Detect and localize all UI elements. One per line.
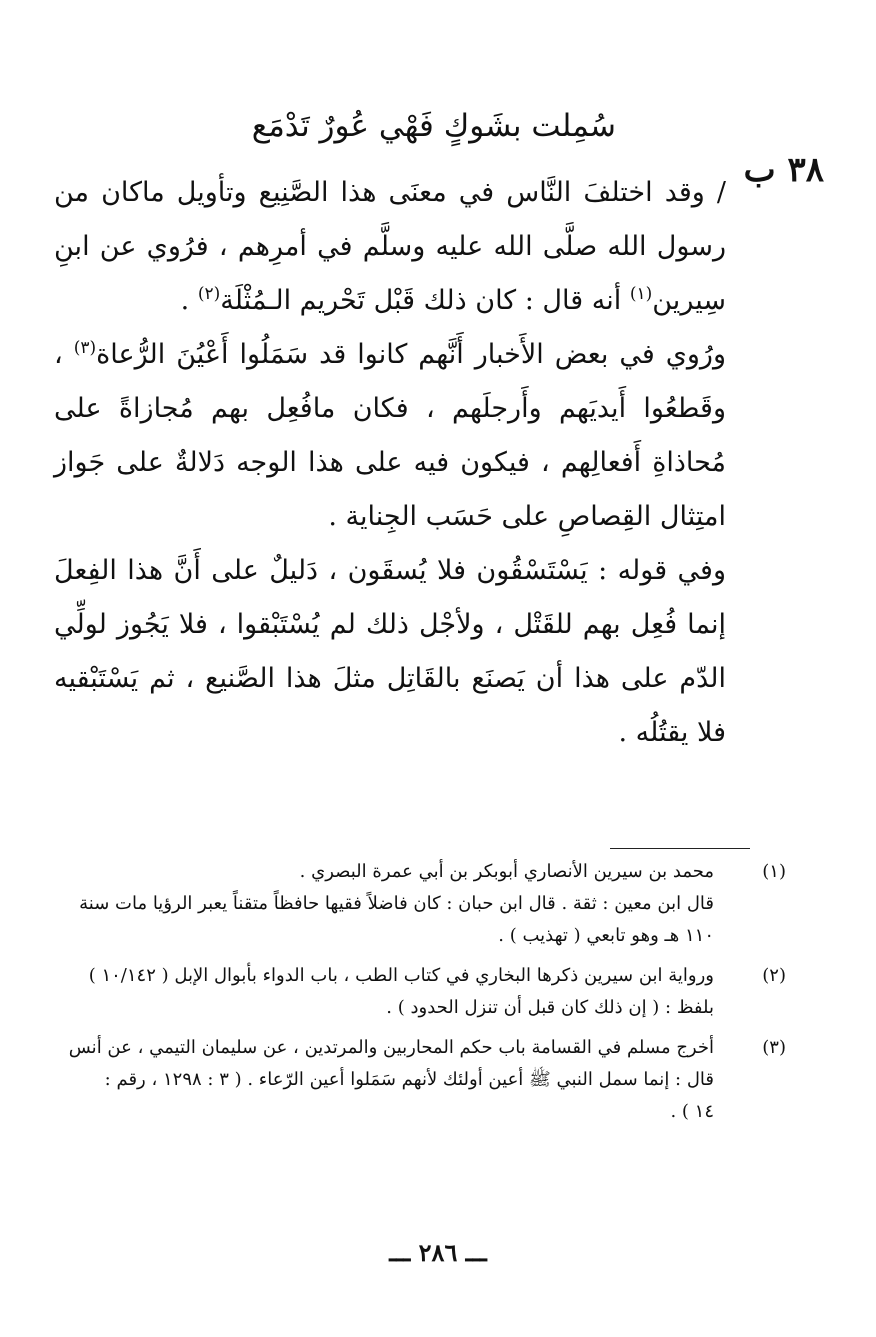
- footnote-number: (١): [762, 861, 786, 882]
- footnote-line: ورواية ابن سيرين ذكرها البخاري في كتاب الطب ، باب الدواء بأبوال الإبل ( ١٠/١٤٢ ): [88, 965, 714, 986]
- footnote: [51, 1032, 786, 1128]
- footnote-line: قال ابن معين : ثقة . قال ابن حبان : كان فاضلاً فقيها حافظاً متقناً يعبر الرؤيا مات سنة: [79, 893, 714, 914]
- footnote-number: (٢): [762, 965, 786, 986]
- footnote-separator: [610, 848, 750, 849]
- paragraph-text: أنه قال : كان ذلك قَبْل تَحْريم الـمُثْلَة: [220, 285, 630, 316]
- footnote-line: أخرج مسلم في القسامة باب حكم المحاربين والمرتدين ، عن سليمان التيمي ، عن أنس: [68, 1037, 714, 1058]
- main-text: [54, 166, 726, 760]
- footnote-line: محمد بن سيرين الأنصاري أبوبكر بن أبي عمرة البصري .: [299, 861, 714, 882]
- footnotes: [51, 856, 786, 1136]
- paragraph: [54, 166, 726, 328]
- footnote: [51, 960, 786, 1024]
- footnote-body: [51, 856, 714, 952]
- footnote-number: (٣): [762, 1037, 786, 1058]
- paragraph: [54, 544, 726, 760]
- paragraph-text: .: [180, 285, 198, 316]
- marginal-folio-mark: ٣٨ ب: [743, 150, 824, 190]
- paragraph-text: ، وقَطعُوا أَيديَهم وأَرجلَهم ، فكان مافُعِل بهم مُجازاةً على مُحاذاةِ أَفعالِهم ، فيكون فيه على هذا الوجه دَلالةٌ على جَواز امتِثال القِصاصِ على حَسَب الجِناية .: [54, 339, 726, 532]
- footnote-reference: (١): [629, 284, 653, 304]
- footnote-body: [51, 960, 714, 1024]
- verse-line: سُمِلت بشَوكٍ فَهْي عُورٌ تَدْمَع: [251, 108, 616, 144]
- footnote-line: ١٤ ) .: [670, 1101, 714, 1122]
- footnote: [51, 856, 786, 952]
- paragraph-text: ورُوي في بعض الأَخبار أَنَّهم كانوا قد سَمَلُوا أَعْيُنَ الرُّعاة: [96, 339, 727, 370]
- page-number: ـــ ٢٨٦ ـــ: [389, 1238, 487, 1267]
- footnote-reference: (٢): [197, 284, 221, 304]
- footnote-body: [51, 1032, 714, 1128]
- paragraph-text: / وقد اختلفَ النَّاس في معنَى هذا الصَّنِيع وتأويل ماكان من رسول الله صلَّى الله عليه وسلَّم في أمرِهم ، فرُوي عن ابنِ سِيرين: [54, 177, 726, 316]
- footnote-line: بلفظ : ( إن ذلك كان قبل أن تنزل الحدود ) .: [386, 997, 714, 1018]
- footnote-line: ١١٠ هـ وهو تابعي ( تهذيب ) .: [498, 925, 714, 946]
- paragraph: [54, 328, 726, 544]
- paragraph-text: وفي قوله : يَسْتَسْقُون فلا يُسقَون ، دَليلٌ على أَنَّ هذا الفِعلَ إنما فُعِل بهم للقَتْل ، ولأجْل ذلك لم يُسْتَبْقوا ، فلا يَجُوز لولِّي الدّم على هذا أن يَصنَع بالقَاتِل مثلَ هذا الصَّنيع ، ثم يَسْتَبْقيه فلا يقتُلُه .: [54, 555, 726, 748]
- footnote-line: قال : إنما سمل النبي ﷺ أعين أولئك لأنهم سَمَلوا أعين الرّعاء . ( ٣ : ١٢٩٨ ، رقم :: [104, 1069, 714, 1090]
- footnote-reference: (٣): [73, 338, 97, 358]
